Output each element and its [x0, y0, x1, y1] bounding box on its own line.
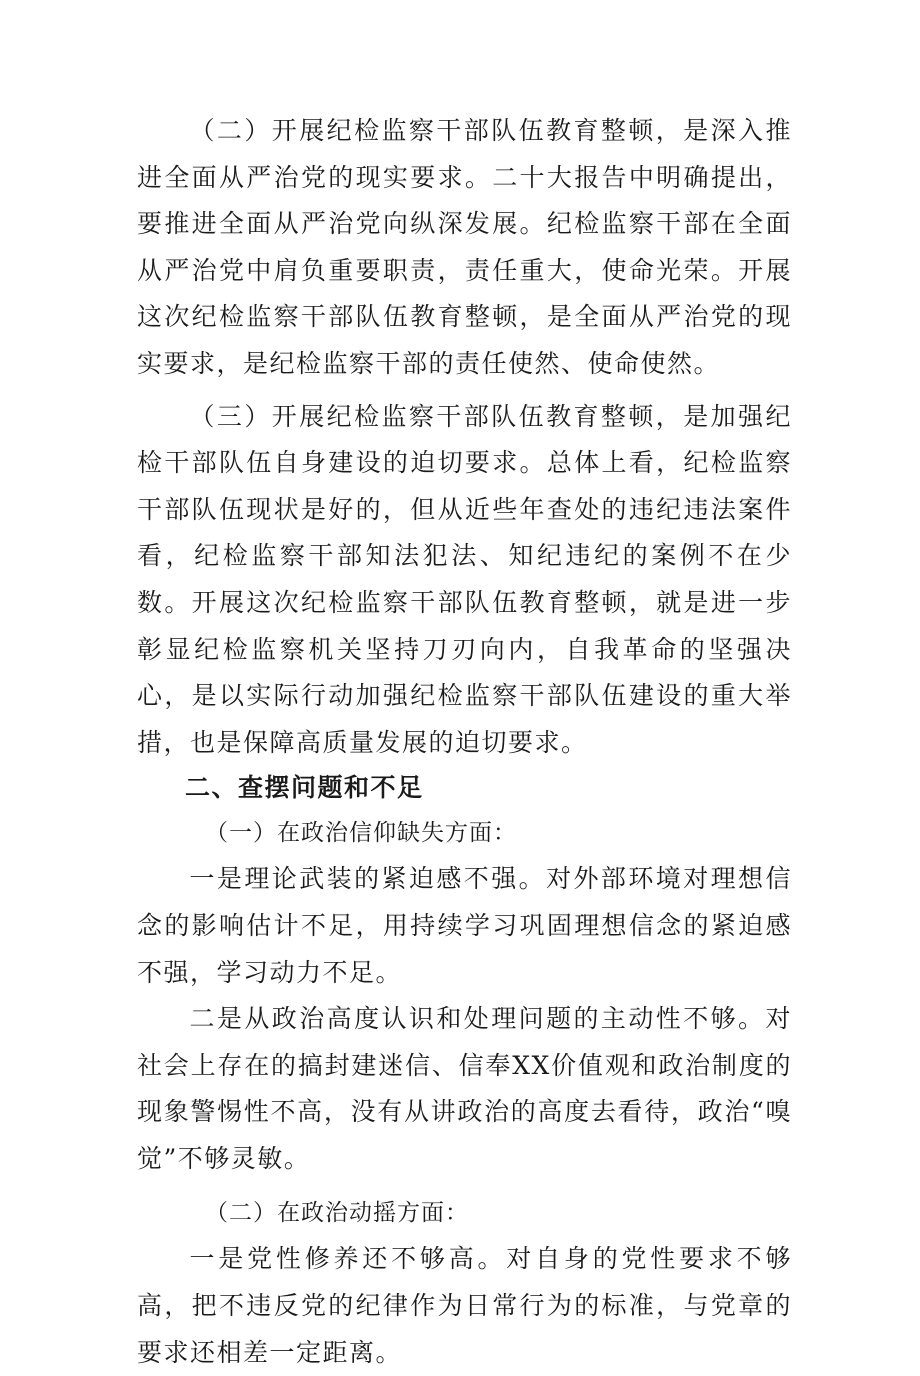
subsection-heading: （一）在政治信仰缺失方面： [205, 820, 517, 847]
document-body [137, 108, 792, 1376]
subsection-heading: （二）在政治动摇方面： [205, 1200, 469, 1227]
body-paragraph: （二）开展纪检监察干部队伍教育整顿，是深入推进全面从严治党的现实要求。二十大报告中明确提出，要推进全面从严治党向纵深发展。纪检监察干部在全面从严治党中肩负重要职责，责任重大，使命光荣。开展这次纪检监察干部队伍教育整顿，是全面从严治党的现实要求，是纪检监察干部的责任使然、使命使然。 [137, 116, 792, 378]
body-paragraph: （三）开展纪检监察干部队伍教育整顿，是加强纪检干部队伍自身建设的迫切要求。总体上看，纪检监察干部队伍现状是好的，但从近些年查处的违纪违法案件看，纪检监察干部知法犯法、知纪违纪的案例不在少数。开展这次纪检监察干部队伍教育整顿，就是进一步彰显纪检监察机关坚持刀刃向内，自我革命的坚强决心，是以实际行动加强纪检监察干部队伍建设的重大举措，也是保障高质量发展的迫切要求。 [137, 401, 792, 757]
section-heading: 二、查摆问题和不足 [185, 773, 424, 803]
body-paragraph: 二是从政治高度认识和处理问题的主动性不够。对社会上存在的搞封建迷信、信奉XX价值观和政治制度的现象警惕性不高，没有从讲政治的高度去看待，政治“嗅觉”不够灵敏。 [137, 1004, 792, 1173]
body-paragraph: 一是理论武装的紧迫感不强。对外部环境对理想信念的影响估计不足，用持续学习巩固理想信念的紧迫感不强，学习动力不足。 [137, 864, 792, 987]
body-paragraph: 一是党性修养还不够高。对自身的党性要求不够高，把不违反党的纪律作为日常行为的标准，与党章的要求还相差一定距离。 [137, 1244, 792, 1367]
